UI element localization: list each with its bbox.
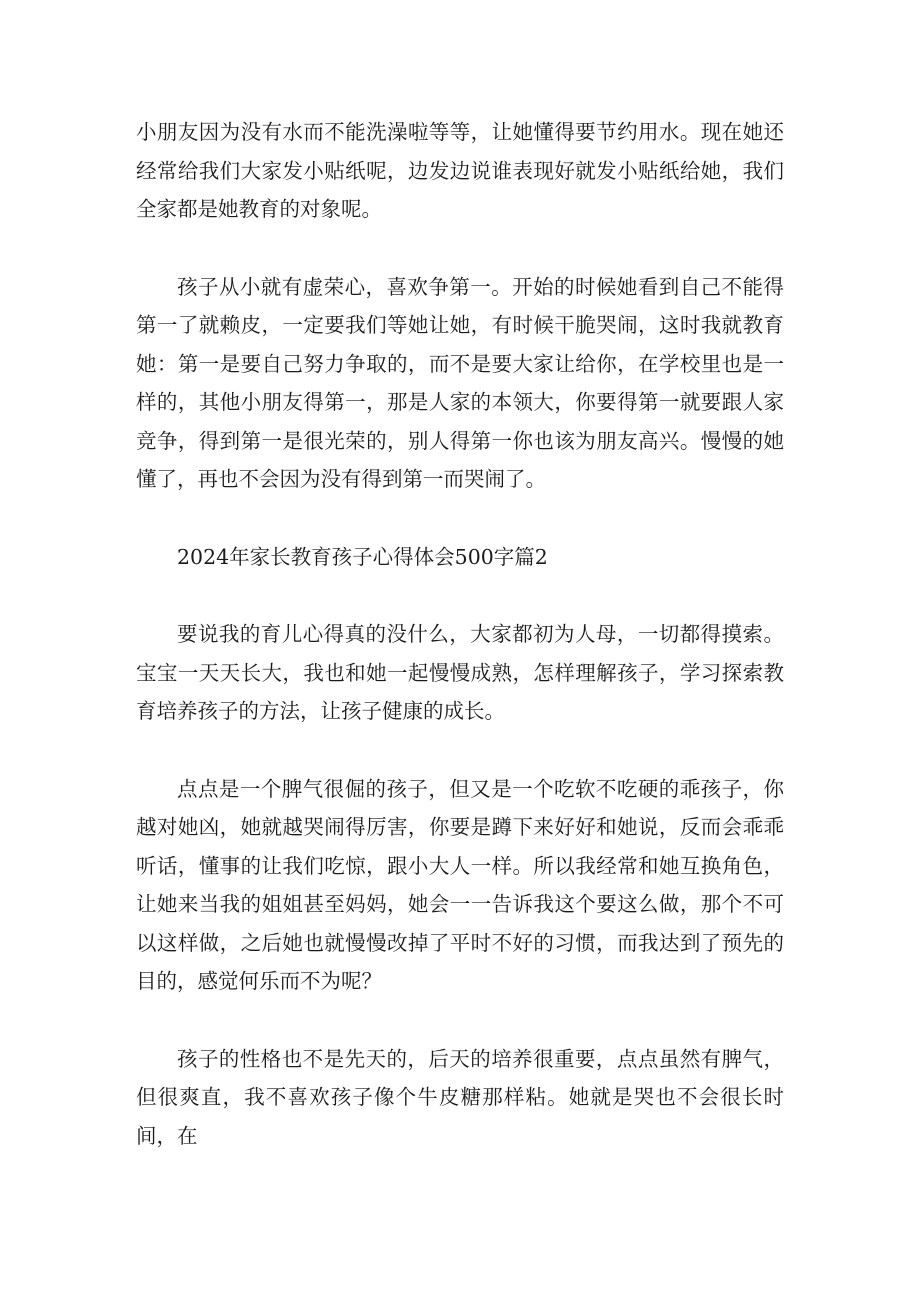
paragraph-parenting-intro: 要说我的育儿心得真的没什么，大家都初为人母，一切都得摸索。宝宝一天天长大，我也和她一起慢慢成熟，怎样理解孩子，学习探索教育培养孩子的方法，让孩子健康的成长。 [136, 622, 784, 723]
paragraph-character: 孩子的性格也不是先天的，后天的培养很重要，点点虽然有脾气，但很爽直，我不喜欢孩子像个牛皮糖那样粘。她就是哭也不会很长时间，在 [136, 1046, 784, 1148]
document-body [136, 113, 784, 1194]
paragraph-continuation: 小朋友因为没有水而不能洗澡啦等等，让她懂得要节约用水。现在她还经常给我们大家发小贴纸呢，边发边说谁表现好就发小贴纸给她，我们全家都是她教育的对象呢。 [136, 120, 784, 221]
section-heading: 2024年家长教育孩子心得体会500字篇2 [177, 544, 548, 569]
paragraph-vanity: 孩子从小就有虚荣心，喜欢争第一。开始的时候她看到自己不能得第一了就赖皮，一定要我们等她让她，有时候干脆哭闹，这时我就教育她：第一是要自己努力争取的，而不是要大家让给你，在学校里也是一样的，其他小朋友得第一，那是人家的本领大，你要得第一就要跟人家竞争，得到第一是很光荣的，别人得第一你也该为朋友高兴。慢慢的她懂了，再也不会因为没有得到第一而哭闹了。 [136, 274, 784, 491]
paragraph-temper: 点点是一个脾气很倔的孩子，但又是一个吃软不吃硬的乖孩子，你越对她凶，她就越哭闹得厉害，你要是蹲下来好好和她说，反而会乖乖听话，懂事的让我们吃惊，跟小大人一样。所以我经常和她互换角色，让她来当我的姐姐甚至妈妈，她会一一告诉我这个要这么做，那个不可以这样做，之后她也就慢慢改掉了平时不好的习惯，而我达到了预先的目的，感觉何乐而不为呢？ [136, 776, 784, 993]
